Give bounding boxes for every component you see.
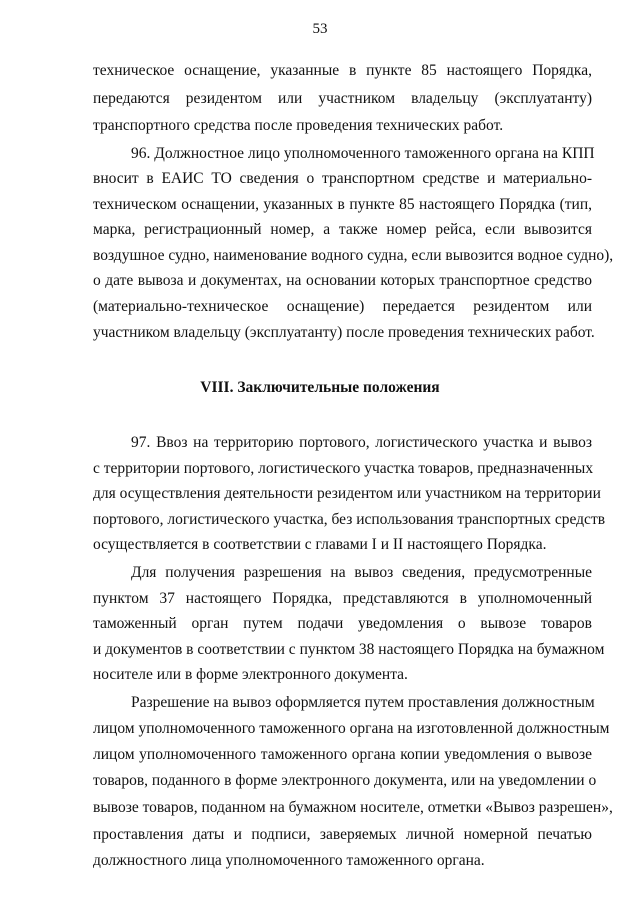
text-line: 96. Должностное лицо уполномоченного таможенного органа на КПП bbox=[131, 145, 595, 162]
text-line: проставления даты и подписи, заверяемых личной номерной печатью bbox=[93, 826, 592, 843]
text-line: Разрешение на вывоз оформляется путем проставления должностным bbox=[131, 694, 595, 711]
text-line: должностного лица уполномоченного таможенного органа. bbox=[93, 852, 485, 869]
text-line: передаются резидентом или участником владельцу (эксплуатанту) bbox=[93, 90, 592, 107]
text-line: (материально-техническое оснащение) передается резидентом или bbox=[93, 298, 592, 315]
text-line: марка, регистрационный номер, а также номер рейса, если вывозится bbox=[93, 221, 592, 238]
text-line: таможенный орган путем подачи уведомления о вывозе товаров bbox=[93, 615, 592, 632]
text-line: лицом уполномоченного таможенного органа копии уведомления о вывозе bbox=[93, 746, 592, 763]
text-line: воздушное судно, наименование водного судна, если вывозится водное судно), bbox=[93, 247, 614, 264]
text-line: техническом оснащении, указанных в пункте 85 настоящего Порядка (тип, bbox=[93, 196, 592, 213]
text-line: вывозе товаров, поданном на бумажном носителе, отметки «Вывоз разрешен», bbox=[93, 799, 613, 816]
text-line: с территории портового, логистического участка товаров, предназначенных bbox=[93, 460, 594, 477]
text-line: лицом уполномоченного таможенного органа на изготовленной должностным bbox=[93, 720, 610, 737]
text-line: Для получения разрешения на вывоз сведения, предусмотренные bbox=[131, 564, 592, 581]
text-line: для осуществления деятельности резидентом или участником на территории bbox=[93, 485, 601, 502]
text-line: осуществляется в соответствии с главами I и II настоящего Порядка. bbox=[93, 536, 547, 553]
text-line: товаров, поданного в форме электронного документа, или на уведомлении о bbox=[93, 772, 597, 789]
text-line: вносит в ЕАИС ТО сведения о транспортном средстве и материально- bbox=[93, 170, 592, 187]
text-line: носителе или в форме электронного документа. bbox=[93, 666, 408, 683]
text-line: участником владельцу (эксплуатанту) после проведения технических работ. bbox=[93, 324, 595, 341]
text-line: пунктом 37 настоящего Порядка, представляются в уполномоченный bbox=[93, 590, 592, 607]
text-line: 97. Ввоз на территорию портового, логистического участка и вывоз bbox=[131, 434, 592, 451]
text-line: транспортного средства после проведения технических работ. bbox=[93, 117, 504, 134]
section-title: VIII. Заключительные положения bbox=[200, 379, 440, 396]
text-line: о дате вывоза и документах, на основании которых транспортное средство bbox=[93, 272, 592, 289]
text-line: и документов в соответствии с пунктом 38 настоящего Порядка на бумажном bbox=[93, 641, 605, 658]
text-line: портового, логистического участка, без использования транспортных средств bbox=[93, 511, 606, 528]
page-number: 53 bbox=[312, 21, 328, 37]
text-line: техническое оснащение, указанные в пункте 85 настоящего Порядка, bbox=[93, 62, 592, 79]
